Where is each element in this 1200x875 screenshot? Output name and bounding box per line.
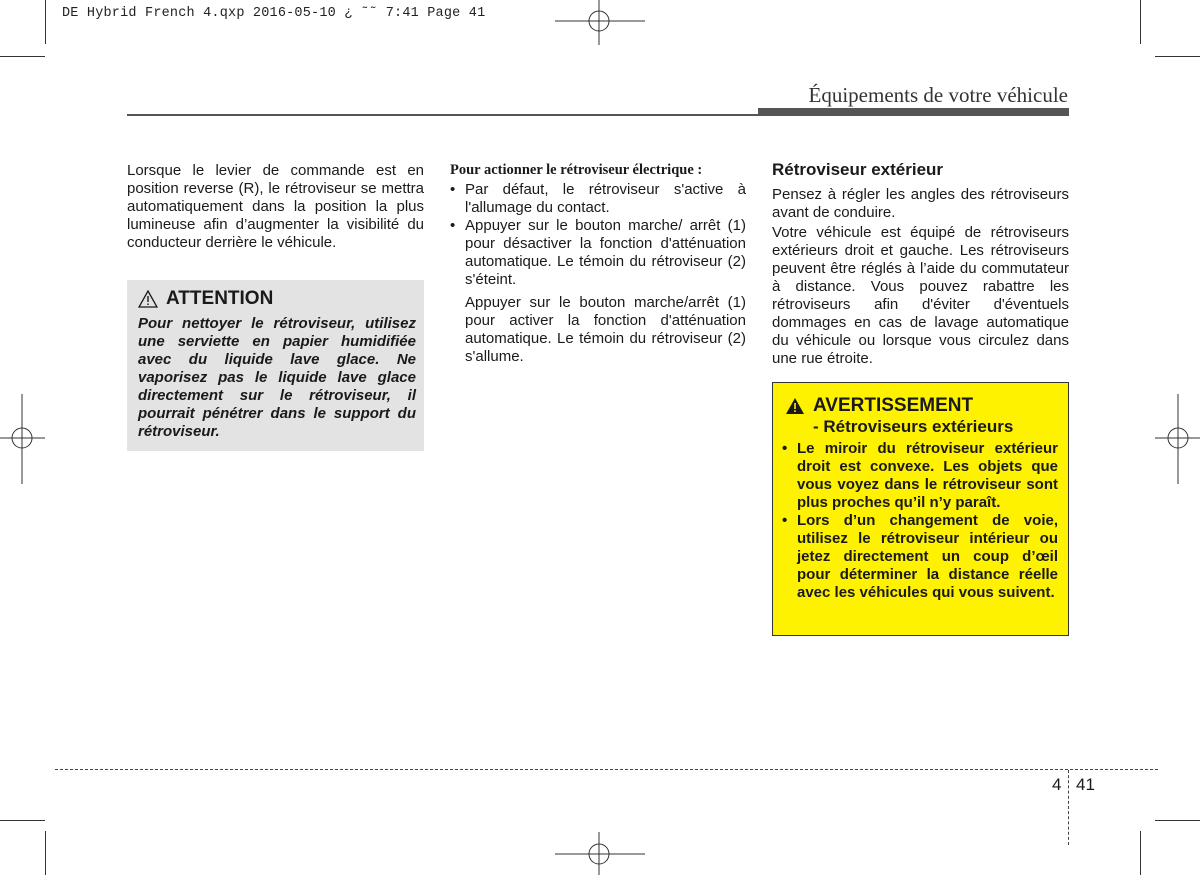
warning-triangle-icon xyxy=(785,397,805,415)
list-item: • Appuyer sur le bouton marche/ arrêt (1) pour désactiver la fonction d'atténuation automatique. Le témoin du rétroviseur (2) s'éteint. xyxy=(450,217,746,288)
registration-mark-left xyxy=(0,394,45,484)
page-number-divider xyxy=(1068,770,1069,845)
attention-heading xyxy=(138,288,273,310)
attention-body: Pour nettoyer le rétroviseur, utilisez une serviette en papier humidifiée avec du liquide lave glace. Ne vaporisez pas le liquide lave glace directement sur le rétroviseur, il pourrait pénétrer dans le support du rétroviseur. xyxy=(138,315,416,440)
page-number: 41 xyxy=(1076,775,1095,794)
header-rule xyxy=(127,114,759,116)
warning-list xyxy=(782,440,1058,602)
registration-mark-top xyxy=(555,0,645,45)
warning-subtitle: - Rétroviseurs extérieurs xyxy=(813,417,1014,436)
warning-heading xyxy=(785,395,973,417)
reverse-mirror-paragraph: Lorsque le levier de commande est en position reverse (R), le rétroviseur se mettra automatiquement dans la position la plus lumineuse afin d’augmenter la visibilité du conducteur derrière le véhicule. xyxy=(127,162,424,251)
chapter-number: 4 xyxy=(1052,775,1062,794)
electric-mirror-heading: Pour actionner le rétroviseur électrique : xyxy=(450,162,703,178)
caution-triangle-icon xyxy=(138,290,158,308)
list-item: • Le miroir du rétroviseur extérieur droit est convexe. Les objets que vous voyez dans le rétroviseur sont plus proches qu’il n’y paraît. xyxy=(782,440,1058,511)
list-item: • Par défaut, le rétroviseur s'active à l'allumage du contact. xyxy=(450,181,746,216)
registration-mark-right xyxy=(1155,394,1200,484)
footer-rule xyxy=(55,769,1158,770)
electric-mirror-sub-paragraph: Appuyer sur le bouton marche/arrêt (1) pour activer la fonction d'atténuation automatique. Le témoin du rétroviseur (2) s'allume. xyxy=(465,294,746,365)
exterior-mirror-paragraph-1: Pensez à régler les angles des rétroviseurs avant de conduire. xyxy=(772,186,1069,221)
attention-title: ATTENTION xyxy=(166,288,274,309)
registration-mark-bottom xyxy=(555,832,645,875)
print-slug: DE Hybrid French 4.qxp 2016-05-10 ¿ ˜˜ 7:41 Page 41 xyxy=(62,6,486,21)
exterior-mirror-heading: Rétroviseur extérieur xyxy=(772,160,944,179)
exterior-mirror-paragraph-2: Votre véhicule est équipé de rétroviseurs extérieurs droit et gauche. Les rétroviseurs peuvent être réglés à l’aide du commutateur à distance. Vous pouvez rabattre les rétroviseurs afin d'éviter d'éventuels dommages en cas de lavage automatique du véhicule ou lorsque vous circulez dans une rue étroite. xyxy=(772,224,1069,367)
list-item: • Lors d’un changement de voie, utilisez le rétroviseur intérieur ou jetez directement un coup d’œil pour déterminer la distance réelle avec les véhicules qui vous suivent. xyxy=(782,512,1058,601)
header-rule-bar xyxy=(758,108,1069,116)
electric-mirror-list xyxy=(450,181,746,289)
section-header-title: Équipements de votre véhicule xyxy=(808,83,1068,107)
warning-title: AVERTISSEMENT xyxy=(813,395,974,416)
